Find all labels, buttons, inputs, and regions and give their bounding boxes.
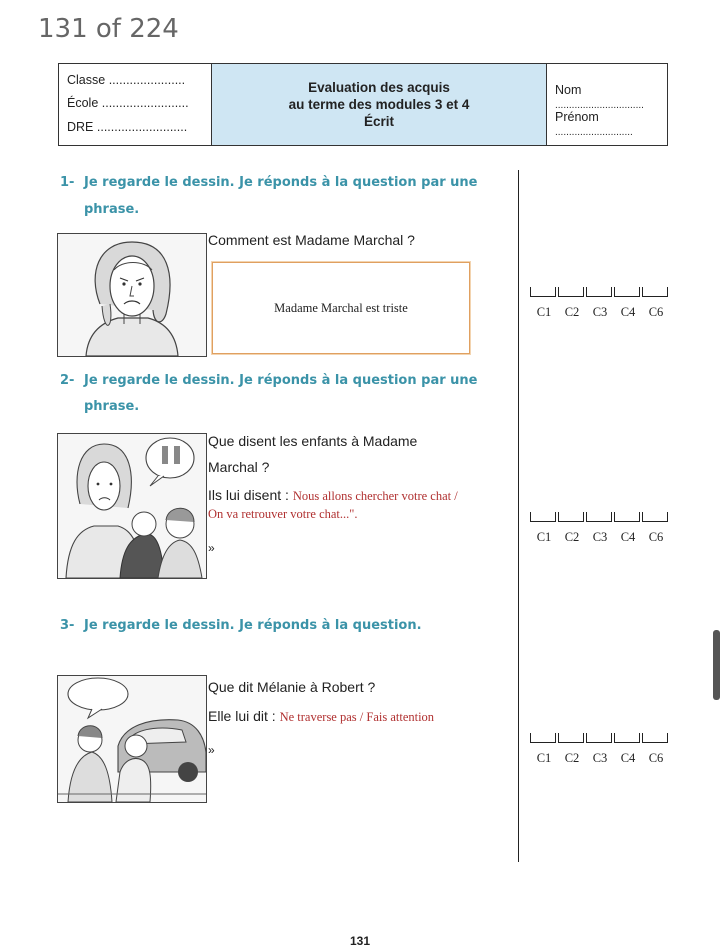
q1-question: Comment est Madame Marchal ? (208, 232, 415, 248)
criterion-label: C1 (536, 751, 552, 765)
q2-answer-line2: On va retrouver votre chat...". (208, 507, 358, 521)
q3-cell-c6[interactable] (642, 733, 668, 743)
q3-cell-c2[interactable] (558, 733, 584, 743)
q3-criteria-grid (530, 733, 670, 766)
school-info (59, 64, 211, 145)
q1-instruction: 1- Je regarde le dessin. Je réponds à la question par une (60, 175, 478, 190)
criterion-label: C4 (620, 530, 636, 544)
q2-question-line2: Marchal ? (208, 459, 270, 475)
nom-label: Nom (555, 83, 582, 97)
q3-number: 3- (60, 618, 75, 633)
q3-cell-c4[interactable] (614, 733, 640, 743)
q2-number: 2- (60, 373, 75, 388)
nom-field[interactable]: ................................ (555, 100, 644, 111)
prenom-label: Prénom (555, 110, 599, 124)
q3-answer: Ne traverse pas / Fais attention (279, 710, 435, 724)
woman-and-children-illustration (57, 433, 207, 579)
ecole-field[interactable]: ......................... (101, 96, 189, 110)
evaluation-title (211, 64, 547, 145)
q3-cell-c3[interactable] (586, 733, 612, 743)
criterion-label: C6 (648, 530, 664, 544)
q1-answer: Madame Marchal est triste (274, 300, 408, 315)
q2-cell-c1[interactable] (530, 512, 556, 522)
criterion-label: C4 (620, 305, 636, 319)
q2-question-line1: Que disent les enfants à Madame (208, 433, 418, 449)
criterion-label: C3 (592, 751, 608, 765)
criterion-label: C4 (620, 751, 636, 765)
criterion-label: C3 (592, 530, 608, 544)
q3-answer-prefix: Elle lui dit : (208, 708, 280, 724)
q3-answer-line (208, 708, 434, 725)
q1-instruction-cont: phrase. (84, 202, 140, 217)
q2-cell-c3[interactable] (586, 512, 612, 522)
criterion-label: C2 (564, 751, 580, 765)
sad-woman-illustration (57, 233, 207, 357)
criterion-label: C3 (592, 305, 608, 319)
dre-label: DRE (67, 120, 94, 134)
ecole-label: École (67, 96, 99, 110)
q1-criteria-grid (530, 287, 670, 320)
criterion-label: C6 (648, 305, 664, 319)
title-line-1: Evaluation des acquis (308, 80, 450, 95)
criterion-label: C6 (648, 751, 664, 765)
q3-question: Que dit Mélanie à Robert ? (208, 679, 376, 695)
prenom-field[interactable]: ............................ (555, 127, 633, 138)
q2-instruction: 2- Je regarde le dessin. Je réponds à la question par une (60, 373, 478, 388)
title-line-2: au terme des modules 3 et 4 (288, 97, 470, 112)
q3-cell-c1[interactable] (530, 733, 556, 743)
page-number: 131 (350, 934, 371, 948)
q2-instruction-cont: phrase. (84, 399, 140, 414)
q1-cell-c3[interactable] (586, 287, 612, 297)
q2-close-quote: » (208, 541, 215, 555)
children-street-illustration (57, 675, 207, 803)
classe-field[interactable]: ...................... (108, 73, 186, 87)
q1-answer-box[interactable] (212, 262, 470, 354)
scrollbar[interactable] (713, 630, 720, 700)
title-line-3: Écrit (363, 114, 394, 129)
student-info (547, 64, 667, 145)
q1-cell-c2[interactable] (558, 287, 584, 297)
criterion-label: C1 (536, 305, 552, 319)
evaluation-header (58, 63, 668, 146)
q1-cell-c6[interactable] (642, 287, 668, 297)
margin-divider (518, 170, 519, 862)
criterion-label: C2 (564, 530, 580, 544)
dre-field[interactable]: .......................... (96, 120, 188, 134)
q2-cell-c2[interactable] (558, 512, 584, 522)
q1-number: 1- (60, 175, 75, 190)
q2-cell-c6[interactable] (642, 512, 668, 522)
q1-cell-c1[interactable] (530, 287, 556, 297)
q2-answer-line1 (208, 487, 458, 504)
criterion-label: C2 (564, 305, 580, 319)
page-counter: 131 of 224 (38, 14, 179, 44)
q2-cell-c4[interactable] (614, 512, 640, 522)
q1-cell-c4[interactable] (614, 287, 640, 297)
q3-close-quote: » (208, 743, 215, 757)
q2-answer: Nous allons chercher votre chat / (292, 489, 458, 503)
q2-criteria-grid (530, 512, 670, 545)
classe-label: Classe (67, 73, 106, 87)
q2-answer-prefix: Ils lui disent : (208, 487, 293, 503)
criterion-label: C1 (536, 530, 552, 544)
q3-instruction: 3- Je regarde le dessin. Je réponds à la question. (60, 618, 422, 633)
